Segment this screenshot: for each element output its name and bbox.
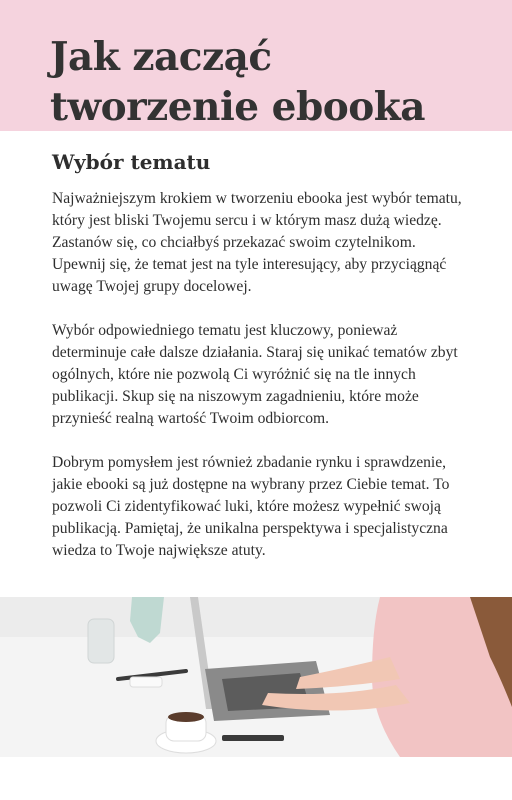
- section-heading: Wybór tematu: [52, 150, 211, 174]
- paragraph-1: Najważniejszym krokiem w tworzeniu ebooka jest wybór tematu, który jest bliski Twojemu sercu i w którym masz dużą wiedzę. Zastanów się, co chciałbyś przekazać swoim czytelnikom. Upewnij się, że temat jest na tyle interesujący, aby przyciągnąć uwagę Twojej grupy docelowej.: [52, 190, 462, 295]
- title-banner: [0, 0, 512, 131]
- desk-photo: [0, 597, 512, 757]
- phone-shape: [222, 735, 284, 741]
- page-title: Jak zacząć tworzenie ebooka: [50, 34, 426, 130]
- body-text: [52, 188, 472, 584]
- desk-photo-illustration: [0, 597, 512, 757]
- paragraph-2: Wybór odpowiedniego tematu jest kluczowy, ponieważ determinuje całe dalsze działania. Staraj się unikać tematów zbyt ogólnych, które nie pozwolą Ci wyróżnić się na tle innych publikacji. Skup się na niszowym zagadnieniu, które może przynieść realną wartość Twoim odbiorcom.: [52, 322, 458, 427]
- eraser-shape: [130, 677, 162, 687]
- glass-shape: [88, 619, 114, 663]
- coffee-shape: [168, 712, 204, 722]
- paragraph-3: Dobrym pomysłem jest również zbadanie rynku i sprawdzenie, jakie ebooki są już dostępne na wybrany przez Ciebie temat. To pozwoli Ci zidentyfikować luki, które możesz wypełnić swoją publikacją. Pamiętaj, że unikalna perspektywa i specjalistyczna wiedza to Twoje największe atuty.: [52, 454, 450, 559]
